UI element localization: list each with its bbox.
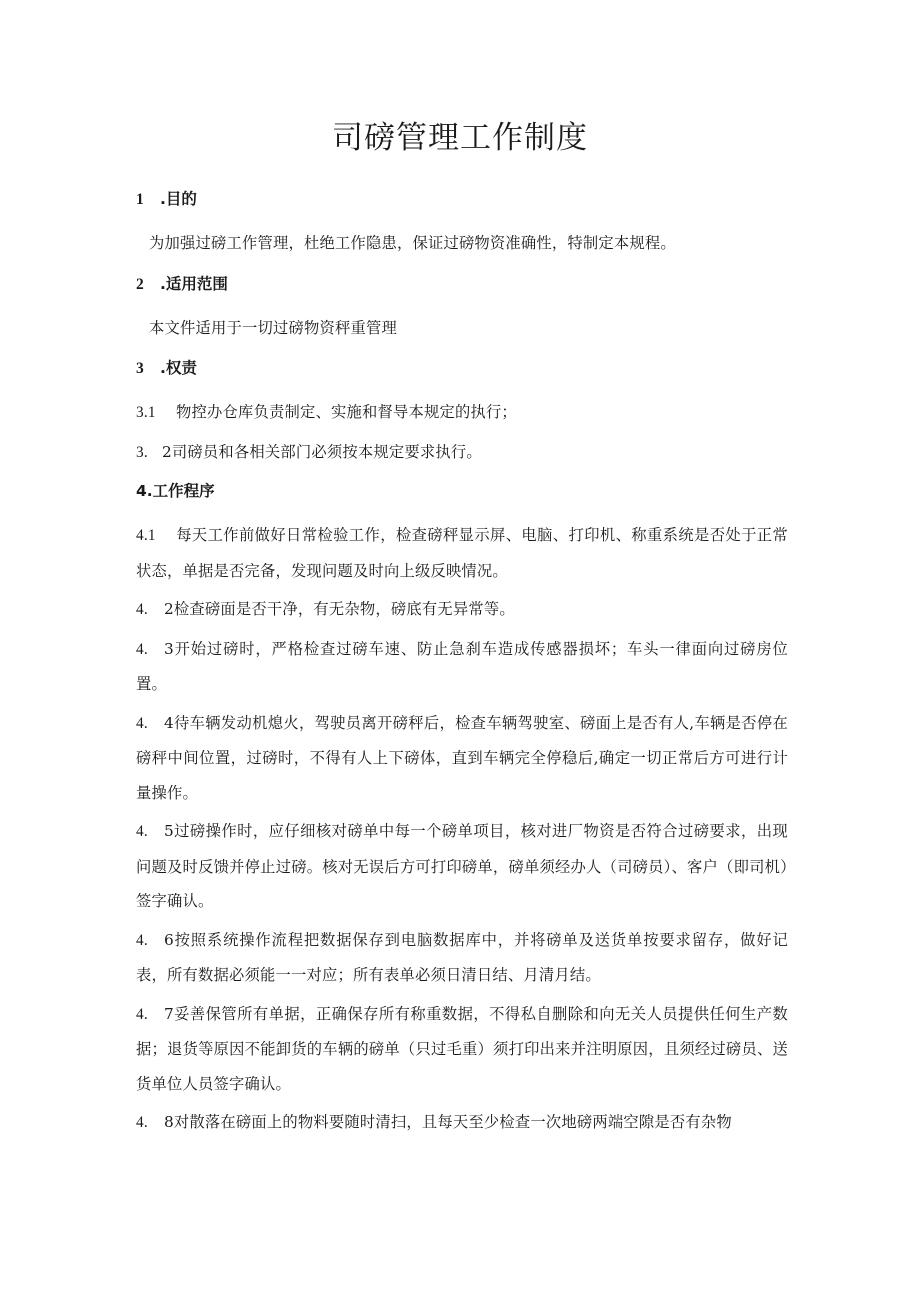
paragraph xyxy=(136,923,788,993)
paragraph-text: 4待车辆发动机熄火，驾驶员离开磅秤后，检查车辆驾驶室、磅面上是否有人,车辆是否停在磅秤中间位置，过磅时，不得有人上下磅体，直到车辆完全停稳后,确定一切正常后方可进行计量操作。 xyxy=(136,713,788,802)
paragraph xyxy=(136,226,788,261)
paragraph-text: 5过磅操作时，应仔细核对磅单中每一个磅单项目，核对进厂物资是否符合过磅要求，出现问题及时反馈并停止过磅。核对无误后方可打印磅单，磅单须经办人（司磅员）、客户（即司机）签字确认。 xyxy=(136,822,788,910)
paragraph-text: 每天工作前做好日常检验工作，检查磅秤显示屏、电脑、打印机、称重系统是否处于正常状态，单据是否完备，发现问题及时向上级反映情况。 xyxy=(136,526,788,580)
paragraph-number: 4. xyxy=(136,714,148,732)
paragraph xyxy=(136,435,788,471)
section-title: .权责 xyxy=(160,359,197,377)
paragraph xyxy=(136,518,788,588)
section-number: 1 xyxy=(136,191,144,208)
paragraph xyxy=(136,395,788,431)
paragraph-number: 4. xyxy=(136,1114,148,1131)
section-title: .目的 xyxy=(160,190,197,208)
paragraph-text: 3开始过磅时，严格检查过磅车速、防止急刹车造成传感器损坏；车头一律面向过磅房位置。 xyxy=(136,639,788,693)
section-title: 4.工作程序 xyxy=(136,482,215,500)
paragraph xyxy=(136,632,788,702)
section-heading-purpose xyxy=(136,186,788,212)
document-body xyxy=(136,186,788,1145)
paragraph xyxy=(136,997,788,1102)
paragraph-number: 4. xyxy=(136,823,148,840)
paragraph xyxy=(136,311,788,346)
paragraph-number: 4. xyxy=(136,1005,148,1023)
section-number: 3 xyxy=(136,360,144,377)
paragraph-text: 7妥善保管所有单据，正确保存所有称重数据，不得私自删除和向无关人员提供任何生产数据；退货等原因不能卸货的车辆的磅单（只过毛重）须打印出来并注明原因，且须经过磅员、送货单位人员签字确认。 xyxy=(136,1004,788,1093)
section-number: 2 xyxy=(136,275,144,293)
paragraph-text: 物控办仓库负责制定、实施和督导本规定的执行； xyxy=(176,403,517,421)
paragraph-number: 4. xyxy=(136,640,148,658)
section-heading-scope xyxy=(136,271,788,297)
paragraph-text: 2检查磅面是否干净，有无杂物，磅底有无异常等。 xyxy=(164,600,515,618)
paragraph xyxy=(136,814,788,919)
paragraph-text: 8对散落在磅面上的物料要随时清扫，且每天至少检查一次地磅两端空隙是否有杂物 xyxy=(164,1113,732,1131)
paragraph xyxy=(136,1105,788,1141)
section-heading-responsibilities xyxy=(136,355,788,381)
paragraph-text: 本文件适用于一切过磅物资秤重管理 xyxy=(149,318,397,337)
paragraph-text: 为加强过磅工作管理，杜绝工作隐患，保证过磅物资准确性，特制定本规程。 xyxy=(149,234,676,252)
paragraph-text: 2司磅员和各相关部门必须按本规定要求执行。 xyxy=(162,442,482,461)
paragraph-number: 3.1 xyxy=(136,404,156,421)
paragraph xyxy=(136,706,788,811)
paragraph-number: 4. xyxy=(136,601,148,618)
paragraph-number: 3. xyxy=(136,443,148,461)
paragraph-number: 4.1 xyxy=(136,527,156,544)
section-title: .适用范围 xyxy=(160,274,228,293)
paragraph xyxy=(136,592,788,628)
paragraph-number: 4. xyxy=(136,931,148,949)
paragraph-text: 6按照系统操作流程把数据保存到电脑数据库中，并将磅单及送货单按要求留存，做好记表，所有数据必须能一一对应；所有表单必须日清日结、月清月结。 xyxy=(136,930,788,984)
section-heading-procedures xyxy=(136,478,788,504)
document-title: 司磅管理工作制度 xyxy=(332,120,588,156)
